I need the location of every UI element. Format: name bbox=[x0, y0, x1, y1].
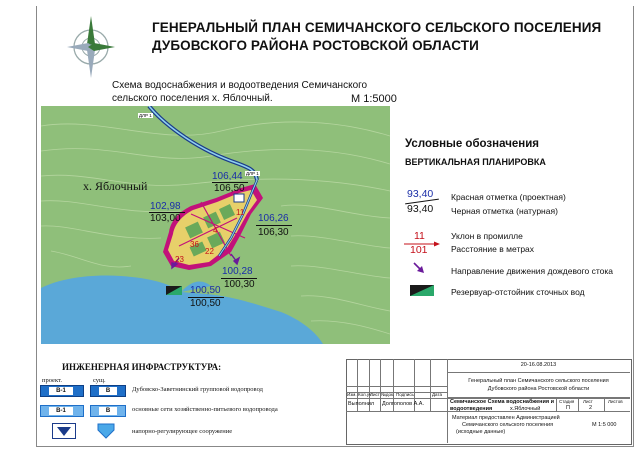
mark-black-1: 106,50 bbox=[214, 183, 245, 194]
stamp-note-1: Материал предоставлен Администрацией bbox=[452, 415, 560, 421]
stamp-stage-hdr: Стадия bbox=[559, 399, 575, 404]
stamp-sheet-title-1: Семичанское Схема водоснабжения и bbox=[450, 399, 554, 405]
page-title-line1: ГЕНЕРАЛЬНЫЙ ПЛАН СЕМИЧАНСКОГО СЕЛЬСКОГО ПОСЕЛЕНИЯ bbox=[152, 20, 602, 35]
mark-red-4: 100,28 bbox=[222, 266, 253, 277]
legend-distance-label: Расстояние в метрах bbox=[451, 244, 535, 254]
pump-station-exist-icon bbox=[96, 423, 116, 439]
legend-red-mark-label: Красная отметка (проектная) bbox=[451, 192, 566, 202]
map-subtitle-line2: сельского поселения х. Яблочный. bbox=[112, 93, 273, 104]
slope-label-1: 11 bbox=[236, 208, 245, 217]
compass-rose-logo bbox=[64, 14, 118, 80]
stamp-stage: П bbox=[566, 405, 570, 411]
stamp-vline-3 bbox=[380, 359, 381, 411]
legend-example-black: 93,40 bbox=[407, 203, 434, 215]
slope-label-2: 36 bbox=[190, 240, 199, 249]
mark-black-5: 100,50 bbox=[190, 298, 221, 309]
frame-left-line bbox=[36, 6, 37, 446]
stamp-date: 20-16.08.2013 bbox=[447, 359, 630, 373]
stamp-vline-main bbox=[447, 359, 448, 443]
stamp-vline-6 bbox=[430, 359, 431, 411]
frame-right-line bbox=[633, 6, 634, 446]
stamp-vline-7 bbox=[556, 398, 557, 411]
slope-label-5: 22 bbox=[205, 247, 214, 256]
stamp-sheet-number: 2 bbox=[589, 405, 593, 411]
legend-rain-label: Направление движения дождевого стока bbox=[451, 266, 614, 276]
stamp-hdr-list: Лист bbox=[370, 392, 380, 397]
legend-title: Условные обозначения bbox=[405, 138, 540, 150]
stamp-vline-8 bbox=[578, 398, 579, 411]
stamp-hdr-izm: Изм. bbox=[347, 392, 357, 397]
page-title-line2: ДУБОВСКОГО РАЙОНА РОСТОВСКОЙ ОБЛАСТИ bbox=[152, 38, 479, 53]
stamp-scale: М 1:5 000 bbox=[592, 422, 617, 428]
mark-red-1: 106,44 bbox=[212, 171, 243, 182]
infra-proj-code-2: В-1 bbox=[49, 407, 73, 415]
legend-black-mark-label: Черная отметка (натурная) bbox=[451, 206, 558, 216]
mark-red-2: 102,98 bbox=[150, 201, 181, 212]
legend-slope-label: Уклон в промилле bbox=[451, 231, 523, 241]
stamp-project-title-1: Генеральный план Семичанского сельского поселения bbox=[468, 378, 609, 384]
stamp-project-title bbox=[447, 372, 630, 398]
map-subtitle-line1: Схема водоснабжения и водоотведения Семичанского bbox=[112, 80, 368, 91]
mark-black-3: 106,30 bbox=[258, 227, 289, 238]
pump-station-proj-icon bbox=[52, 423, 76, 439]
mark-red-3: 106,26 bbox=[258, 213, 289, 224]
stamp-project-title-2: Дубовского района Ростовской области bbox=[487, 386, 590, 392]
infra-exist-symbol-1 bbox=[90, 385, 126, 397]
mark-divider-3 bbox=[256, 225, 292, 226]
legend-distance-value: 101 bbox=[410, 244, 428, 256]
infra-proj-symbol-1 bbox=[40, 385, 84, 397]
infra-exist-symbol-2 bbox=[90, 405, 126, 417]
legend-reservoir-label: Резервуар-отстойник сточных вод bbox=[451, 287, 585, 297]
place-name: х. Яблочный bbox=[83, 179, 148, 193]
infra-col-exist: сущ. bbox=[93, 377, 106, 384]
infra-exist-code-2: В bbox=[99, 407, 117, 415]
stamp-list-hdr: Лист bbox=[583, 399, 593, 404]
infra-label-1: Дубовско-Заветнинский групповой водопровод bbox=[132, 386, 263, 393]
legend-subtitle: ВЕРТИКАЛЬНАЯ ПЛАНИРОВКА bbox=[405, 157, 546, 167]
stamp-hdr-doc: №док. bbox=[381, 392, 395, 397]
road-label-top: ДЛР 1 bbox=[139, 113, 152, 118]
stamp-lists-hdr: Листов bbox=[608, 399, 623, 404]
infra-exist-code-1: В bbox=[99, 387, 117, 395]
infra-proj-symbol-2 bbox=[40, 405, 84, 417]
mark-red-5: 100,50 bbox=[190, 285, 221, 296]
stamp-vline-9 bbox=[604, 398, 605, 411]
infra-label-2: основные сети хозяйственно-питьевого водопровода bbox=[132, 406, 278, 413]
slope-label-4: 23 bbox=[175, 255, 184, 264]
stamp-hdr-sign: Подпись bbox=[396, 392, 414, 397]
stamp-hdr-kol: Кол.уч. bbox=[358, 392, 373, 397]
stamp-note-3: (исходные данные) bbox=[456, 429, 506, 435]
infra-label-3: напорно-регулирующее сооружение bbox=[132, 428, 233, 435]
infrastructure-title: ИНЖЕНЕРНАЯ ИНФРАСТРУКТУРА: bbox=[62, 362, 222, 372]
frame-bottom-line bbox=[36, 446, 634, 447]
stamp-sheet-title-3: х.Яблочный bbox=[510, 406, 541, 412]
mark-black-2: 103,00 bbox=[150, 213, 181, 224]
stamp-sheet-title-2: водоотведения bbox=[450, 406, 493, 412]
stamp-line-a bbox=[346, 386, 447, 387]
rain-flow-arrow-icon bbox=[412, 261, 426, 275]
stamp-note-2: Семичанского сельского поселения bbox=[462, 422, 554, 428]
infra-col-proj: проект. bbox=[42, 377, 62, 384]
stamp-hdr-date: Дата bbox=[432, 392, 442, 397]
map-scale: М 1:5000 bbox=[351, 93, 397, 105]
stamp-performed: Выполнил bbox=[348, 401, 375, 407]
infra-proj-code-1: В-1 bbox=[49, 387, 73, 395]
legend-example-red: 93,40 bbox=[407, 188, 434, 200]
road-label-mid: ДЛР 1 bbox=[246, 171, 259, 176]
legend-slope-value: 11 bbox=[414, 230, 425, 242]
reservoir-legend-icon bbox=[410, 285, 434, 296]
stamp-performer: Долгополов А.А. bbox=[382, 401, 424, 407]
mark-black-4: 100,30 bbox=[224, 279, 255, 290]
slope-label-3: 4 bbox=[213, 226, 218, 235]
